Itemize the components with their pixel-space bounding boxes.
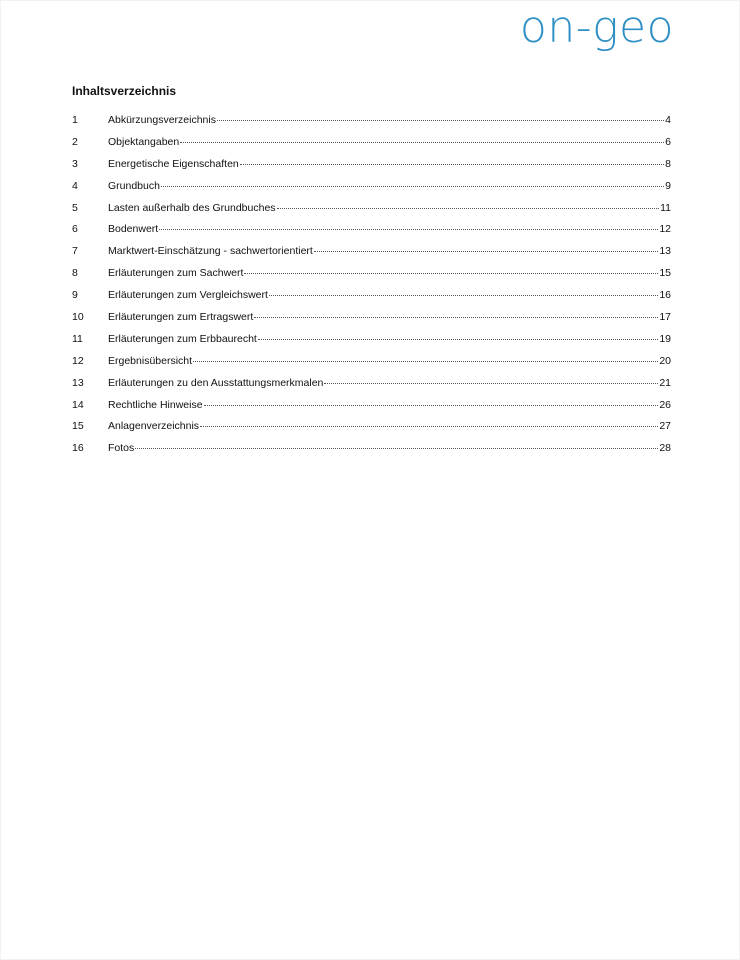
toc-entry-page: 8 bbox=[665, 157, 671, 170]
toc-entry[interactable] bbox=[72, 267, 671, 289]
toc-entry-page: 9 bbox=[665, 179, 671, 192]
toc-entry-label: Fotos bbox=[108, 442, 135, 455]
toc-dot-leader bbox=[269, 295, 658, 296]
toc-entry-page: 13 bbox=[659, 245, 671, 258]
toc-entry-page: 4 bbox=[665, 114, 671, 126]
on-geo-logo: on-geo bbox=[519, 2, 674, 53]
toc-entry-label: Lasten außerhalb des Grundbuches bbox=[108, 201, 276, 214]
toc-entry-number: 4 bbox=[72, 179, 78, 192]
toc-entry-page: 11 bbox=[660, 201, 671, 214]
toc-entry-label: Abkürzungsverzeichnis bbox=[108, 114, 216, 126]
toc-entry-number: 6 bbox=[72, 223, 78, 236]
toc-dot-leader bbox=[240, 164, 664, 165]
toc-dot-leader bbox=[135, 448, 658, 449]
toc-dot-leader bbox=[244, 273, 658, 274]
toc-entry[interactable] bbox=[72, 114, 671, 136]
toc-entry-page: 20 bbox=[659, 354, 671, 367]
toc-dot-leader bbox=[277, 208, 660, 209]
toc-entry-label: Erläuterungen zum Vergleichswert bbox=[108, 289, 268, 302]
toc-entry[interactable] bbox=[72, 399, 671, 421]
toc-entry-label: Erläuterungen zum Erbbaurecht bbox=[108, 332, 257, 345]
toc-dot-leader bbox=[258, 339, 658, 340]
toc-entry[interactable] bbox=[72, 202, 671, 224]
toc-entry-number: 2 bbox=[72, 135, 78, 148]
toc-entry-label: Erläuterungen zum Ertragswert bbox=[108, 311, 254, 324]
toc-list bbox=[72, 114, 671, 464]
toc-entry-page: 16 bbox=[659, 289, 671, 302]
toc-entry-number: 11 bbox=[72, 332, 83, 345]
toc-entry-label: Rechtliche Hinweise bbox=[108, 398, 203, 411]
toc-dot-leader bbox=[217, 120, 664, 121]
toc-entry-page: 28 bbox=[659, 442, 671, 455]
toc-entry-number: 13 bbox=[72, 376, 84, 389]
toc-entry-number: 8 bbox=[72, 267, 78, 280]
toc-entry[interactable] bbox=[72, 180, 671, 202]
toc-entry[interactable] bbox=[72, 333, 671, 355]
toc-dot-leader bbox=[159, 229, 658, 230]
toc-entry-label: Objektangaben bbox=[108, 135, 180, 148]
toc-entry[interactable] bbox=[72, 158, 671, 180]
toc-entry-label: Bodenwert bbox=[108, 223, 159, 236]
toc-entry-page: 27 bbox=[659, 420, 671, 433]
toc-entry-number: 7 bbox=[72, 245, 78, 258]
toc-entry-label: Energetische Eigenschaften bbox=[108, 157, 239, 170]
toc-entry-label: Anlagenverzeichnis bbox=[108, 420, 200, 433]
toc-entry-number: 10 bbox=[72, 311, 84, 324]
toc-dot-leader bbox=[204, 405, 659, 406]
toc-dot-leader bbox=[193, 361, 658, 362]
toc-dot-leader bbox=[314, 251, 658, 252]
toc-entry-label: Marktwert-Einschätzung - sachwertorientiert bbox=[108, 245, 313, 258]
toc-entry[interactable] bbox=[72, 377, 671, 399]
toc-entry-number: 16 bbox=[72, 442, 84, 455]
toc-entry-page: 19 bbox=[659, 332, 671, 345]
toc-dot-leader bbox=[200, 426, 658, 427]
toc-entry[interactable] bbox=[72, 442, 671, 464]
toc-entry-number: 3 bbox=[72, 157, 78, 170]
toc-entry-page: 12 bbox=[659, 223, 671, 236]
toc-entry-number: 15 bbox=[72, 420, 84, 433]
toc-entry[interactable] bbox=[72, 355, 671, 377]
toc-dot-leader bbox=[180, 142, 664, 143]
toc-entry[interactable] bbox=[72, 289, 671, 311]
toc-entry-page: 26 bbox=[659, 398, 671, 411]
toc-entry-label: Erläuterungen zu den Ausstattungsmerkmalen bbox=[108, 376, 324, 389]
toc-entry-page: 15 bbox=[659, 267, 671, 280]
toc-entry[interactable] bbox=[72, 223, 671, 245]
toc-dot-leader bbox=[324, 383, 658, 384]
toc-entry-number: 5 bbox=[72, 201, 78, 214]
toc-entry-label: Erläuterungen zum Sachwert bbox=[108, 267, 244, 280]
toc-entry-page: 17 bbox=[659, 311, 671, 324]
toc-entry-number: 1 bbox=[72, 114, 78, 126]
toc-entry-label: Ergebnisübersicht bbox=[108, 354, 193, 367]
toc-entry-page: 6 bbox=[665, 135, 671, 148]
toc-entry-label: Grundbuch bbox=[108, 179, 160, 192]
toc-entry-number: 14 bbox=[72, 398, 84, 411]
toc-entry-number: 12 bbox=[72, 354, 84, 367]
toc-entry[interactable] bbox=[72, 245, 671, 267]
toc-entry[interactable] bbox=[72, 311, 671, 333]
toc-entry[interactable] bbox=[72, 136, 671, 158]
toc-entry-page: 21 bbox=[659, 376, 671, 389]
toc-entry-number: 9 bbox=[72, 289, 78, 302]
toc-title: Inhaltsverzeichnis bbox=[72, 84, 177, 98]
toc-entry[interactable] bbox=[72, 420, 671, 442]
toc-dot-leader bbox=[254, 317, 658, 318]
toc-dot-leader bbox=[161, 186, 664, 187]
